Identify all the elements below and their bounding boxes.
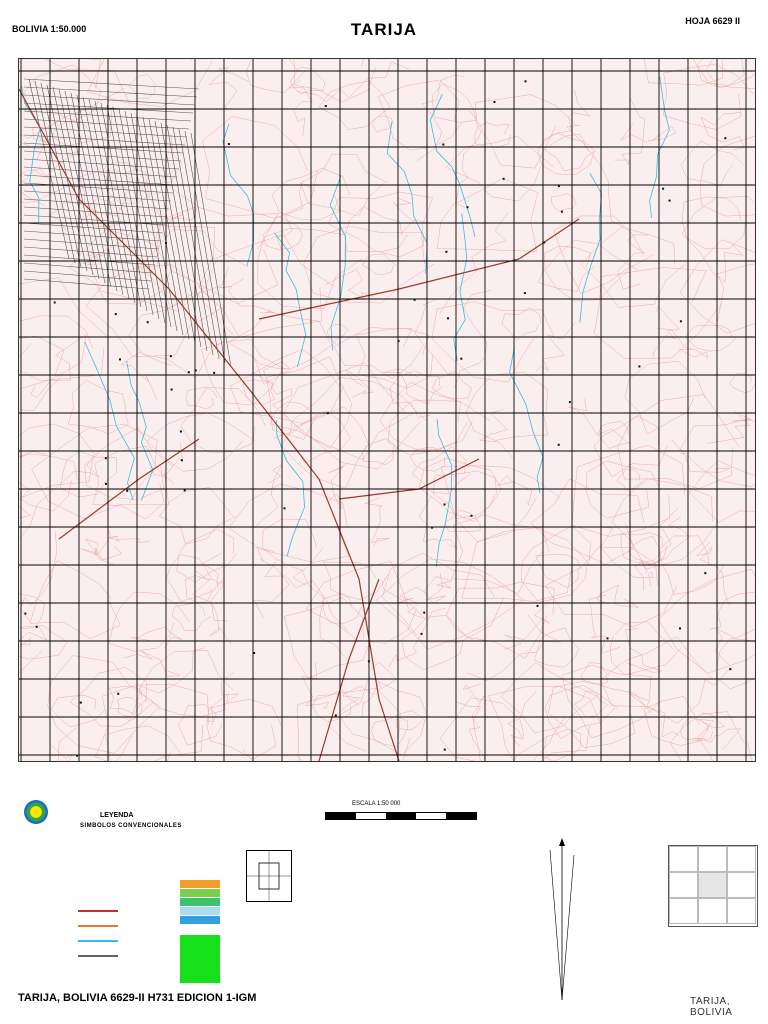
legend-title: LEYENDA (100, 812, 134, 819)
footer-edition: TARIJA, BOLIVIA 6629-II H731 EDICION 1-IGM (18, 992, 257, 1004)
declination-diagram (540, 830, 590, 1000)
road-symbol (78, 910, 118, 912)
footer-place: TARIJA, BOLIVIA (690, 996, 733, 1018)
adjoining-sheets-index (668, 845, 758, 927)
legend-symbols (18, 840, 168, 990)
sheet-index-diagram (246, 850, 292, 902)
map-canvas (19, 59, 755, 761)
sheet-number: HOJA 6629 II (685, 16, 740, 26)
river-symbol (78, 940, 118, 942)
map-scale-label: BOLIVIA 1:50.000 (12, 24, 87, 34)
topographic-map[interactable] (18, 58, 756, 762)
scale-bar (325, 812, 477, 820)
track-symbol (78, 925, 118, 927)
igm-logo (24, 800, 48, 824)
scale-title: ESCALA 1:50 000 (352, 801, 401, 807)
boundary-symbol (78, 955, 118, 957)
relief-color-scale (180, 880, 220, 925)
legend-subtitle: SIMBOLOS CONVENCIONALES (80, 823, 182, 829)
roads (19, 89, 579, 761)
vegetation-swatch (180, 935, 220, 983)
map-title: TARIJA (350, 20, 418, 39)
